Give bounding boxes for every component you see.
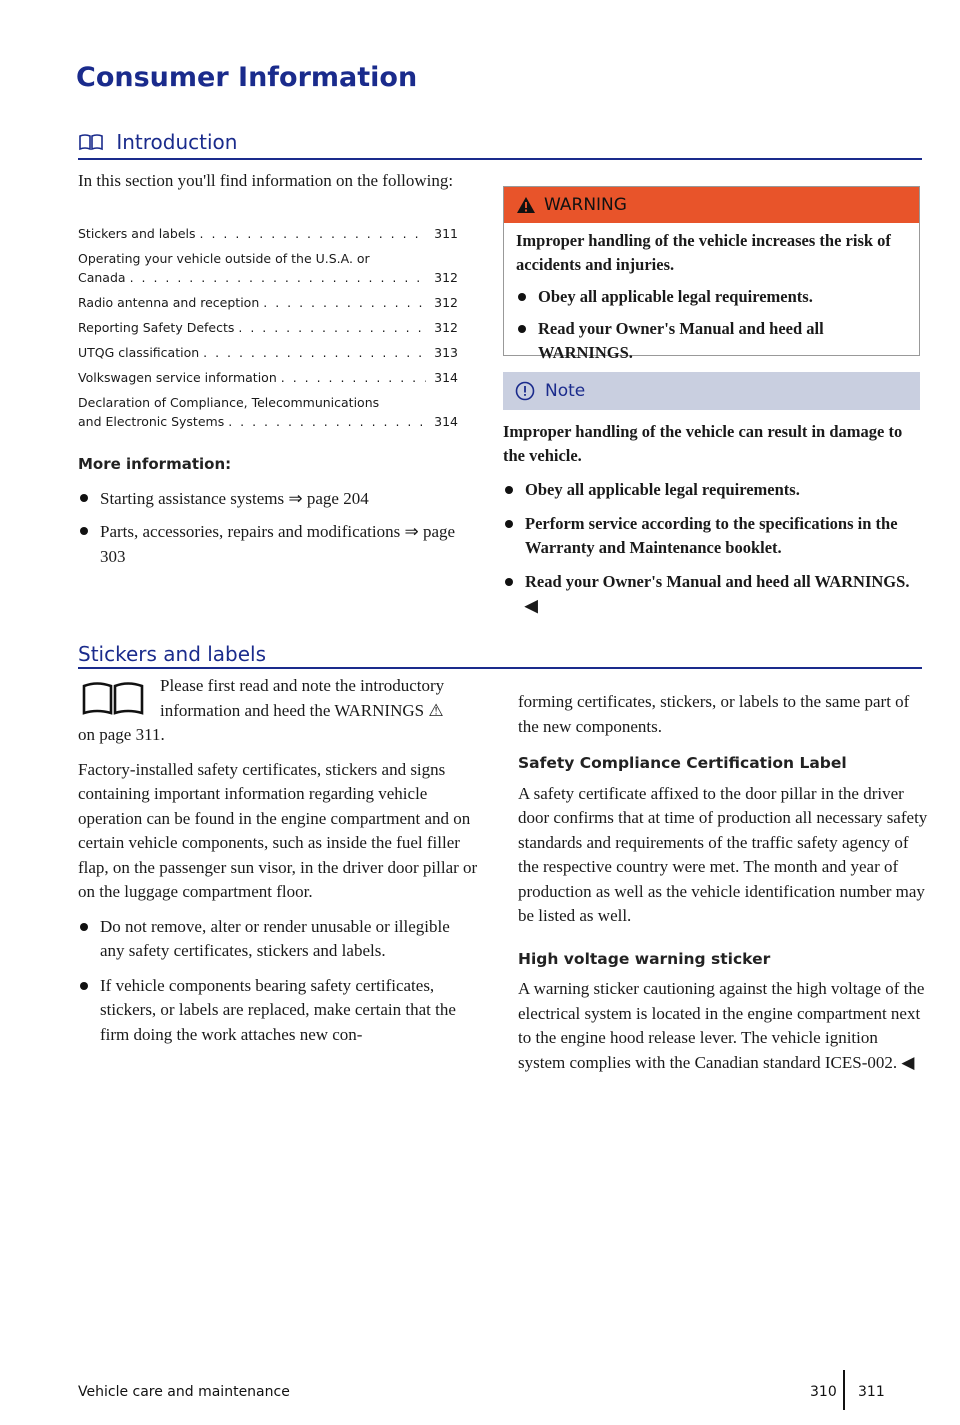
note-text: Improper handling of the vehicle can result in damage to the vehicle.: [503, 422, 903, 465]
warning-item: Read your Owner's Manual and heed all WARNINGS.: [516, 317, 907, 365]
safety-label-heading: Safety Compliance Certification Label: [518, 754, 847, 772]
toc-list: [78, 224, 458, 431]
stickers-heading: Stickers and labels: [78, 642, 267, 666]
toc-item[interactable]: Volkswagen service information . . . 314: [78, 368, 458, 387]
footer-section: Vehicle care and maintenance: [78, 1384, 290, 1400]
book-icon: [78, 132, 104, 156]
introduction-text: In this section you'll find information on the following:: [78, 171, 454, 190]
warning-box: [503, 186, 920, 362]
hv-heading: High voltage warning sticker: [518, 949, 771, 968]
warning-text: Improper handling of the vehicle increases the risk of accidents and injuries.: [516, 231, 891, 274]
book-icon: [80, 680, 146, 724]
warning-title: WARNING: [544, 195, 627, 215]
stickers-bullet: If vehicle components bearing safety certificates, stickers, or labels are replaced, make certain that the firm doing the work attaches new con-: [78, 974, 478, 1048]
toc-item[interactable]: Radio antenna and reception . . . 312: [78, 293, 458, 312]
page-number-right: 311: [858, 1384, 885, 1400]
chapter-title: Consumer Information: [76, 62, 418, 93]
more-info-link[interactable]: Starting assistance systems ⇒ page 204: [78, 486, 478, 511]
toc-item[interactable]: Stickers and labels . . . 311: [78, 224, 458, 243]
hv-text: A warning sticker cautioning against the high voltage of the electrical system is located in the engine compartment next to the engine hood release lever. The vehicle ignition system complies with the Canadian standard ICES-002. ◀: [518, 979, 925, 1072]
stickers-intro-line[interactable]: on page 311.: [78, 725, 165, 744]
stickers-intro-line: information and heed the WARNINGS ⚠: [160, 700, 444, 720]
note-header: [503, 372, 920, 410]
warning-item: Obey all applicable legal requirements.: [516, 285, 907, 309]
stickers-right-column: [518, 690, 928, 1085]
stickers-intro-line: Please first read and note the introductory: [160, 676, 445, 695]
toc-item[interactable]: UTQG classification . . . 313: [78, 343, 458, 362]
stickers-left-column: [78, 670, 478, 1057]
toc-item[interactable]: Declaration of Compliance, Telecommunications and Electronic Systems . . . 314: [78, 393, 458, 431]
note-info-icon: [515, 381, 535, 401]
more-info-list: [78, 486, 478, 577]
note-item: Perform service according to the specifications in the Warranty and Maintenance booklet.: [503, 512, 920, 560]
introduction-rule: [78, 158, 922, 160]
note-body: [503, 420, 920, 618]
note-item: Obey all applicable legal requirements.: [503, 478, 920, 502]
warning-header: [504, 187, 919, 223]
note-title: Note: [545, 381, 586, 401]
introduction-title: Introduction: [116, 130, 238, 154]
stickers-rule: [78, 667, 922, 669]
stickers-paragraph: Factory-installed safety certificates, stickers and signs containing important information regarding vehicle operation can be found in the engine compartment and on certain vehicle components, such as inside the fuel filler flap, on the passenger sun visor, in the driver door pillar or on the luggage compartment floor.: [78, 759, 478, 901]
toc-item[interactable]: Operating your vehicle outside of the U.S.A. or Canada . . . 312: [78, 249, 458, 287]
note-item: Read your Owner's Manual and heed all WARNINGS. ◀: [503, 570, 920, 618]
more-info-heading: More information:: [78, 455, 232, 473]
stickers-bullet: Do not remove, alter or render unusable or illegible any safety certificates, stickers and labels.: [78, 915, 478, 964]
introduction-heading: [78, 130, 237, 156]
toc-item[interactable]: Reporting Safety Defects . . . 312: [78, 318, 458, 337]
warning-triangle-icon: [516, 196, 536, 214]
page-separator: [843, 1370, 845, 1410]
stickers-continued: forming certificates, stickers, or labels to the same part of the new components.: [518, 692, 910, 736]
page-number-left: 310: [810, 1384, 837, 1400]
safety-label-text: A safety certificate affixed to the door pillar in the driver door confirms that at time of production all necessary safety standards and requirements of the traffic safety agency of the respective country were met. The month and year of production as well as the vehicle identification number may be listed as well.: [518, 783, 928, 925]
more-info-link[interactable]: Parts, accessories, repairs and modifications ⇒ page 303: [78, 519, 478, 569]
